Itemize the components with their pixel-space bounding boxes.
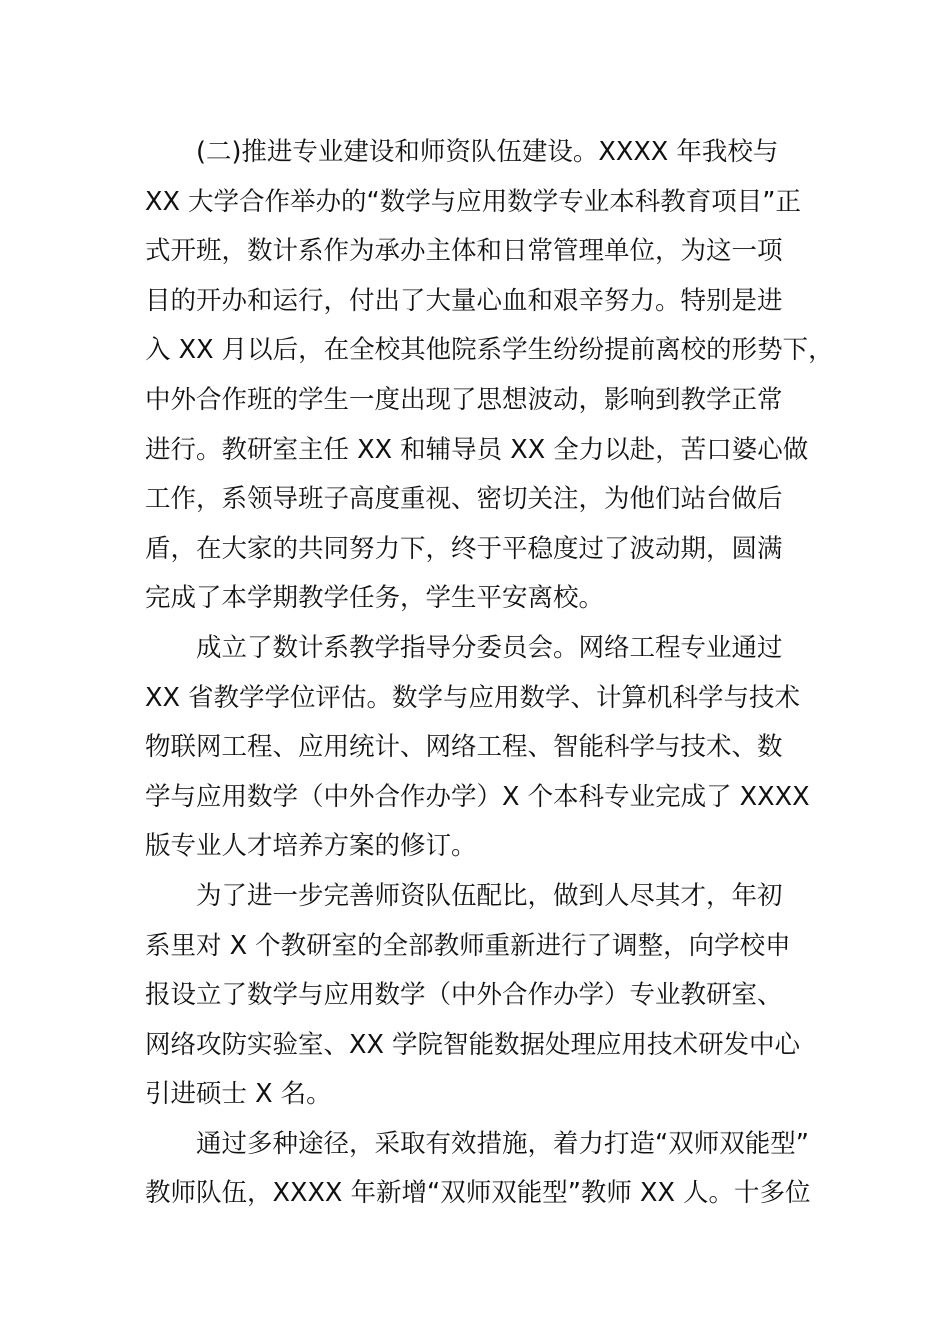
text-line: 系里对 X 个教研室的全部教师重新进行了调整，向学校申 (145, 930, 791, 961)
text-line: 物联网工程、应用统计、网络工程、智能科学与技术、数 (145, 732, 783, 763)
text-line: 成立了数计系教学指导分委员会。网络工程专业通过 (145, 632, 783, 663)
text-line: XX 省教学学位评估。数学与应用数学、计算机科学与技术 (145, 682, 801, 713)
text-line: (二)推进专业建设和师资队伍建设。XXXX 年我校与 (145, 137, 779, 167)
text-line: 工作，系领导班子高度重视、密切关注，为他们站台做后 (145, 484, 783, 515)
text-line: 完成了本学期教学任务，学生平安离校。 (145, 583, 605, 614)
text-line: 教师队伍，XXXX 年新增“双师双能型”教师 XX 人。十多位 (145, 1178, 811, 1209)
text-line: 通过多种途径，采取有效措施，着力打造“双师双能型” (145, 1128, 809, 1159)
paragraph (145, 1120, 815, 1219)
text-line: 版专业人才培养方案的修订。 (145, 831, 477, 862)
paragraph (145, 624, 815, 872)
text-line: 为了进一步完善师资队伍配比，做到人尽其才，年初 (145, 880, 783, 911)
text-line: 中外合作班的学生一度出现了思想波动，影响到教学正常 (145, 384, 783, 415)
paragraph (145, 872, 815, 1120)
text-line: 报设立了数学与应用数学（中外合作办学）专业教研室、 (145, 980, 783, 1011)
text-line: 网络攻防实验室、XX 学院智能数据处理应用技术研发中心 (145, 1029, 801, 1060)
text-line: XX 大学合作举办的“数学与应用数学专业本科教育项目”正 (145, 186, 801, 217)
text-line: 式开班，数计系作为承办主体和日常管理单位，为这一项 (145, 236, 783, 267)
text-line: 进行。教研室主任 XX 和辅导员 XX 全力以赴，苦口婆心做 (145, 434, 809, 465)
text-line: 学与应用数学（中外合作办学）X 个本科专业完成了 XXXX (145, 781, 810, 812)
text-line: 入 XX 月以后，在全校其他院系学生纷纷提前离校的形势下， (145, 335, 834, 366)
text-line: 盾，在大家的共同努力下，终于平稳度过了波动期，圆满 (145, 533, 783, 564)
text-line: 引进硕士 X 名。 (145, 1079, 332, 1110)
document-body (145, 128, 834, 1219)
paragraph (145, 128, 834, 624)
text-line: 目的开办和运行，付出了大量心血和艰辛努力。特别是进 (145, 285, 783, 316)
